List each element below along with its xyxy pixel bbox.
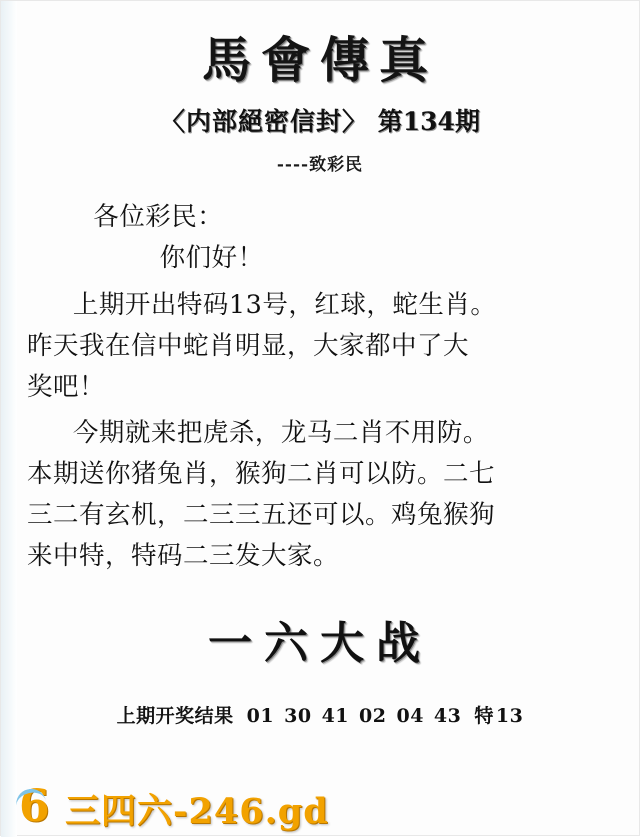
special-number-value: 13 bbox=[495, 704, 524, 727]
logo-digit: 6 bbox=[19, 781, 50, 832]
result-label: 上期开奖结果 bbox=[116, 704, 234, 727]
result-number-1: 01 bbox=[246, 704, 275, 727]
page-title: 馬會傳真 bbox=[201, 31, 438, 89]
dedication-line: ----致彩民 bbox=[276, 155, 364, 176]
logo-six-icon bbox=[19, 781, 59, 832]
result-number-4: 02 bbox=[359, 704, 387, 727]
result-number-3: 41 bbox=[321, 704, 350, 727]
previous-draw-result bbox=[27, 701, 613, 728]
body-line-7: 来中特，特码二三发大家。 bbox=[27, 540, 340, 571]
body-line-4: 今期就来把虎杀，龙马二肖不用防。 bbox=[72, 418, 489, 449]
result-number-5: 04 bbox=[396, 704, 424, 727]
result-number-2: 30 bbox=[284, 704, 312, 727]
letter-body bbox=[27, 197, 613, 576]
greeting: 你们好！ bbox=[159, 243, 264, 274]
slogan: 一六大战 bbox=[208, 617, 432, 669]
body-line-6: 三二有玄机，二三三五还可以。鸡兔猴狗 bbox=[27, 500, 496, 531]
result-number-6: 43 bbox=[433, 704, 462, 727]
document-subtitle bbox=[27, 102, 613, 138]
issue-number: 第134期 bbox=[377, 107, 480, 137]
body-line-2: 昨天我在信中蛇肖明显，大家都中了大 bbox=[27, 330, 470, 361]
document-content bbox=[1, 31, 639, 728]
watermark-text: 三四六-246.gd bbox=[65, 791, 329, 832]
body-line-5: 本期送你猪兔肖，猴狗二肖可以防。二七 bbox=[27, 459, 496, 490]
special-number-label: 特 bbox=[474, 704, 494, 727]
subtitle-bracketed-text: 〈内部絕密信封〉 bbox=[160, 107, 369, 137]
body-line-3: 奖吧！ bbox=[27, 371, 106, 402]
salutation: 各位彩民： bbox=[93, 202, 224, 233]
site-watermark bbox=[19, 781, 329, 832]
body-line-1: 上期开出特码13号，红球，蛇生肖。 bbox=[72, 290, 497, 321]
